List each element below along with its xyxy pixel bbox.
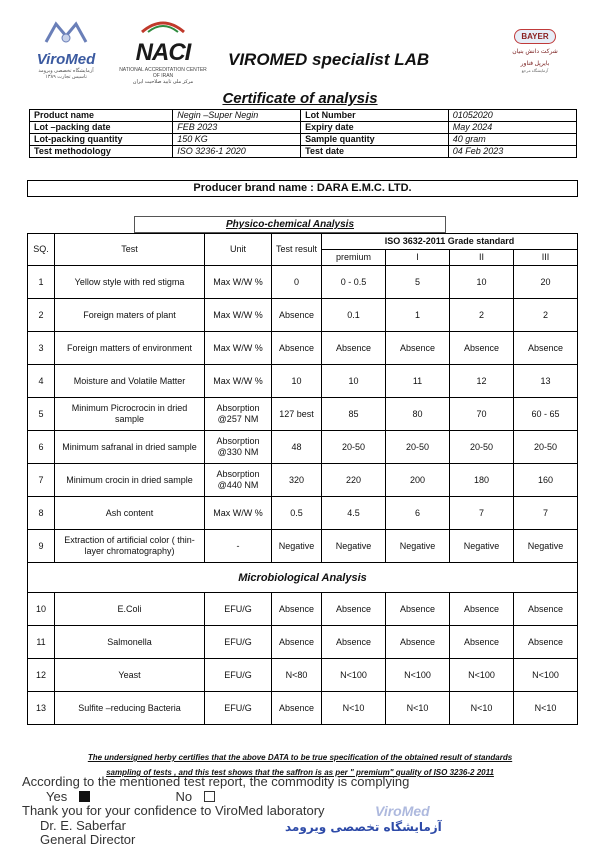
row-test: Minimum safranal in dried sample (55, 431, 205, 464)
row-test: Extraction of artificial color ( thin-layer chromatography) (55, 530, 205, 563)
conformity-statement: According to the mentioned test report, the commodity is complying (22, 774, 410, 789)
row-sq: 13 (28, 692, 55, 725)
info-value: Negin –Super Negin (173, 110, 301, 122)
conformity-options (22, 790, 409, 805)
header-unit: Unit (205, 234, 272, 266)
row-grade-value: 20-50 (514, 431, 578, 464)
analysis-row (28, 299, 578, 332)
row-grade-value: 10 (322, 365, 386, 398)
stamp-watermark: ViroMed (375, 803, 430, 819)
analysis-row (28, 365, 578, 398)
row-test: Minimum crocin in dried sample (55, 464, 205, 497)
row-test: Salmonella (55, 626, 205, 659)
row-result: 320 (272, 464, 322, 497)
thanks-line: Thank you for your confidence to ViroMed laboratory (22, 803, 325, 818)
row-grade-value: Absence (386, 626, 450, 659)
viromed-logo-subtitle2: تاسیس تجارت ۱۳۸۹ (45, 74, 87, 80)
row-grade-value: Negative (450, 530, 514, 563)
row-grade-value: 70 (450, 398, 514, 431)
bayer-logo-badge: BAYER (514, 29, 555, 44)
analysis-row (28, 659, 578, 692)
row-unit: EFU/G (205, 659, 272, 692)
row-test: Foreign maters of plant (55, 299, 205, 332)
row-grade-value: 20-50 (450, 431, 514, 464)
row-grade-value: 0.1 (322, 299, 386, 332)
row-unit: - (205, 530, 272, 563)
certification-line-1: The undersigned herby certifies that the above DATA to be true specification of the obtained result of standards (87, 753, 513, 762)
row-sq: 3 (28, 332, 55, 365)
row-result: 48 (272, 431, 322, 464)
row-grade-value: 0 - 0.5 (322, 266, 386, 299)
row-grade-value: N<100 (450, 659, 514, 692)
producer-brand: Producer brand name : DARA E.M.C. LTD. (27, 180, 578, 197)
row-grade-value: Absence (450, 332, 514, 365)
yes-label: Yes (46, 788, 68, 804)
row-sq: 7 (28, 464, 55, 497)
info-row (30, 122, 577, 134)
row-test: Foreign matters of environment (55, 332, 205, 365)
header-grade-i: I (386, 250, 450, 266)
row-sq: 9 (28, 530, 55, 563)
naci-arc-icon (138, 18, 188, 34)
row-grade-value: 80 (386, 398, 450, 431)
naci-logo (118, 18, 208, 85)
header-test-result: Test result (272, 234, 322, 266)
analysis-row (28, 398, 578, 431)
row-grade-value: Absence (514, 332, 578, 365)
row-grade-value: 7 (514, 497, 578, 530)
row-result: 10 (272, 365, 322, 398)
row-grade-value: Absence (386, 332, 450, 365)
info-row (30, 134, 577, 146)
row-grade-value: 85 (322, 398, 386, 431)
row-sq: 10 (28, 593, 55, 626)
physico-chemical-title: Physico-chemical Analysis (134, 216, 446, 233)
row-grade-value: Absence (514, 626, 578, 659)
row-unit: Max W/W % (205, 365, 272, 398)
info-label: Lot Number (301, 110, 449, 122)
row-result: Absence (272, 593, 322, 626)
header-grade-ii: II (450, 250, 514, 266)
analysis-row (28, 626, 578, 659)
certificate-title: Certificate of analysis (222, 90, 378, 107)
info-label: Expiry date (301, 122, 449, 134)
analysis-row (28, 692, 578, 725)
row-result: 127 best (272, 398, 322, 431)
row-grade-value: N<100 (322, 659, 386, 692)
row-grade-value: Absence (322, 626, 386, 659)
info-value: FEB 2023 (173, 122, 301, 134)
info-value: 150 KG (173, 134, 301, 146)
row-grade-value: N<100 (514, 659, 578, 692)
conformity-block (22, 775, 409, 848)
row-grade-value: N<10 (514, 692, 578, 725)
row-grade-value: Absence (386, 593, 450, 626)
row-result: 0 (272, 266, 322, 299)
yes-checkbox[interactable] (79, 791, 90, 802)
analysis-table (27, 233, 578, 725)
analysis-row (28, 530, 578, 563)
row-grade-value: 160 (514, 464, 578, 497)
row-grade-value: 20 (514, 266, 578, 299)
row-sq: 4 (28, 365, 55, 398)
row-unit: EFU/G (205, 692, 272, 725)
info-value: May 2024 (448, 122, 576, 134)
row-unit: Absorption @330 NM (205, 431, 272, 464)
row-unit: EFU/G (205, 593, 272, 626)
row-grade-value: Negative (386, 530, 450, 563)
row-grade-value: 5 (386, 266, 450, 299)
row-unit: Absorption @440 NM (205, 464, 272, 497)
row-unit: Max W/W % (205, 266, 272, 299)
row-grade-value: Negative (514, 530, 578, 563)
row-grade-value: 2 (450, 299, 514, 332)
row-grade-value: N<10 (322, 692, 386, 725)
row-grade-value: N<10 (450, 692, 514, 725)
row-test: Minimum Picrocrocin in dried sample (55, 398, 205, 431)
info-value: ISO 3236-1 2020 (173, 146, 301, 158)
row-unit: Max W/W % (205, 332, 272, 365)
row-grade-value: Absence (450, 626, 514, 659)
row-sq: 11 (28, 626, 55, 659)
row-test: Moisture and Volatile Matter (55, 365, 205, 398)
info-value: 01052020 (448, 110, 576, 122)
row-result: Absence (272, 299, 322, 332)
info-label: Lot –packing date (30, 122, 173, 134)
header-grade-iii: III (514, 250, 578, 266)
row-grade-value: 60 - 65 (514, 398, 578, 431)
row-result: Negative (272, 530, 322, 563)
row-unit: Max W/W % (205, 497, 272, 530)
row-grade-value: Absence (322, 593, 386, 626)
row-grade-value: N<10 (386, 692, 450, 725)
info-label: Test methodology (30, 146, 173, 158)
row-grade-value: Absence (450, 593, 514, 626)
info-label: Test date (301, 146, 449, 158)
row-grade-value: 7 (450, 497, 514, 530)
lab-title: VIROMED specialist LAB (228, 50, 430, 69)
signer-name: Dr. E. Saberfar (40, 817, 126, 833)
row-test: Sulfite –reducing Bacteria (55, 692, 205, 725)
row-grade-value: 12 (450, 365, 514, 398)
certification-line-2: sampling of tests , and this test shows that the saffron is as per " premium" quality of ISO 3236-2 2011 (106, 768, 494, 777)
row-result: Absence (272, 692, 322, 725)
info-label: Sample quantity (301, 134, 449, 146)
row-sq: 12 (28, 659, 55, 692)
analysis-row (28, 497, 578, 530)
row-test: Yellow style with red stigma (55, 266, 205, 299)
row-grade-value: 1 (386, 299, 450, 332)
row-grade-value: 10 (450, 266, 514, 299)
row-result: Absence (272, 626, 322, 659)
row-sq: 6 (28, 431, 55, 464)
naci-logo-subtitle: NATIONAL ACCREDITATION CENTER OF IRAN (119, 67, 207, 79)
stamp-farsi: آزمایشگاه تخصصی ویرومد (285, 820, 442, 834)
row-grade-value: 20-50 (322, 431, 386, 464)
viromed-logo-name: ViroMed (36, 51, 96, 68)
row-grade-value: 4.5 (322, 497, 386, 530)
bayer-logo-sub: بایرپل فناور (520, 61, 550, 67)
info-label: Lot-packing quantity (30, 134, 173, 146)
row-sq: 5 (28, 398, 55, 431)
analysis-row (28, 593, 578, 626)
analysis-row (28, 266, 578, 299)
row-test: Yeast (55, 659, 205, 692)
row-grade-value: 6 (386, 497, 450, 530)
header-grade-standard: ISO 3632-2011 Grade standard (322, 234, 578, 250)
info-row (30, 110, 577, 122)
row-grade-value: 11 (386, 365, 450, 398)
naci-logo-subtitle-fa: مرکز ملی تایید صلاحیت ایران (132, 79, 194, 85)
row-grade-value: 2 (514, 299, 578, 332)
row-sq: 8 (28, 497, 55, 530)
bayer-logo-name: شرکت دانش بنیان (512, 49, 558, 55)
no-label: No (175, 788, 193, 804)
info-label: Product name (30, 110, 173, 122)
row-result: Absence (272, 332, 322, 365)
row-test: E.Coli (55, 593, 205, 626)
info-value: 40 gram (448, 134, 576, 146)
row-unit: Max W/W % (205, 299, 272, 332)
row-grade-value: Negative (322, 530, 386, 563)
row-sq: 1 (28, 266, 55, 299)
row-test: Ash content (55, 497, 205, 530)
analysis-row (28, 464, 578, 497)
row-grade-value: 200 (386, 464, 450, 497)
bayer-logo (495, 26, 575, 84)
row-grade-value: Absence (322, 332, 386, 365)
info-value: 04 Feb 2023 (448, 146, 576, 158)
row-grade-value: 20-50 (386, 431, 450, 464)
product-info-table (29, 109, 577, 158)
viromed-logo-subtitle: آزمایشگاه تخصصی ویرومد (38, 68, 94, 74)
viromed-logo (26, 20, 106, 80)
row-result: 0.5 (272, 497, 322, 530)
microbiological-title: Microbiological Analysis (28, 563, 578, 593)
analysis-row (28, 332, 578, 365)
signer-title: General Director (40, 832, 136, 847)
row-result: N<80 (272, 659, 322, 692)
naci-logo-name: NACI (135, 39, 191, 66)
header-grade-premium: premium (322, 250, 386, 266)
bayer-logo-sub2: آزمایشگاه مرجع (521, 68, 549, 73)
row-grade-value: 220 (322, 464, 386, 497)
viromed-emblem-icon (42, 20, 90, 46)
header-sq: SQ. (28, 234, 55, 266)
row-grade-value: 13 (514, 365, 578, 398)
row-unit: EFU/G (205, 626, 272, 659)
no-checkbox[interactable] (204, 791, 215, 802)
row-grade-value: 180 (450, 464, 514, 497)
row-grade-value: N<100 (386, 659, 450, 692)
row-sq: 2 (28, 299, 55, 332)
header-test: Test (55, 234, 205, 266)
microbiological-header-row (28, 563, 578, 593)
info-row (30, 146, 577, 158)
analysis-row (28, 431, 578, 464)
row-grade-value: Absence (514, 593, 578, 626)
row-unit: Absorption @257 NM (205, 398, 272, 431)
